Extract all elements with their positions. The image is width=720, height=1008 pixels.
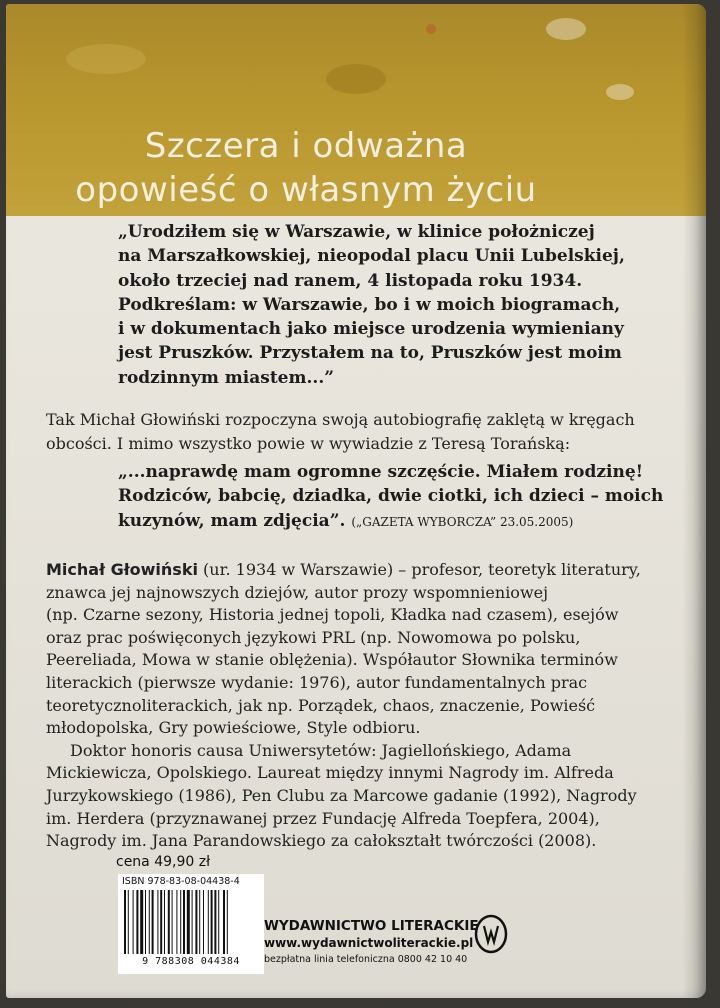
intro-line: obcości. I mimo wszystko powie w wywiadzie z Teresą Torańską: (46, 434, 571, 453)
bio-line: Mickiewicza, Opolskiego. Laureat między innymi Nagrody im. Alfreda (46, 763, 614, 783)
bio-line: Doktor honoris causa Uniwersytetów: Jagiellońskiego, Adama (70, 740, 572, 760)
publisher-url: www.wydawnictwoliterackie.pl (264, 936, 474, 950)
author-bio (46, 559, 666, 853)
cover-headline (6, 124, 606, 212)
bio-line: Jurzykowskiego (1986), Pen Clubu za Marcowe gadanie (1992), Nagrody (46, 785, 637, 805)
quote-line: Podkreślam: w Warszawie, bo i w moich biogramach, (118, 294, 621, 315)
cover-edge-shadow (682, 4, 706, 998)
isbn-label: ISBN 978-83-08-04438-4 (122, 876, 240, 887)
bio-line (46, 559, 666, 582)
quote-line: około trzeciej nad ranem, 4 listopada roku 1934. (118, 270, 583, 291)
quote-line: „Urodziłem się w Warszawie, w klinice położniczej (118, 222, 595, 242)
barcode-bars-icon (122, 890, 260, 954)
headline-line-1: Szczera i odważna (144, 126, 468, 166)
bio-line: teoretycznoliterackich, jak np. Porządek, chaos, znaczenie, Powieść (46, 695, 596, 715)
intro-paragraph (46, 408, 646, 456)
bio-line: Nagrody im. Jana Parandowskiego za całokształt twórczości (2008). (46, 831, 597, 851)
publisher-name: WYDAWNICTWO LITERACKIE (264, 918, 479, 934)
barcode-number: 9 788308 044384 (142, 956, 240, 967)
quote-line: Rodziców, babcię, dziadka, dwie ciotki, ich dzieci – moich (118, 486, 664, 507)
publisher-block (264, 918, 486, 965)
quote-line-text: kuzynów, mam zdjęcia”. (118, 510, 346, 531)
bio-line: Peereliada, Mowa w stanie oblężenia). Współautor Słownika terminów (46, 650, 618, 670)
price-label: cena 49,90 zł (116, 854, 211, 870)
book-back-cover (6, 4, 706, 998)
bio-line: znawca jej najnowszych dziejów, autor prozy wspomnieniowej (46, 582, 549, 602)
bio-line: młodopolska, Gry powieściowe, Style odbioru. (46, 718, 421, 738)
bio-line: (np. Czarne sezony, Historia jednej topoli, Kładka nad czasem), esejów (46, 605, 619, 625)
bio-line: literackich (pierwsze wydanie: 1976), autor fundamentalnych prac (46, 672, 588, 692)
publisher-phone: bezpłatna linia telefoniczna 0800 42 10 40 (264, 954, 468, 965)
bio-line: im. Herdera (przyznawanej przez Fundację Alfreda Toepfera, 2004), (46, 808, 600, 828)
quote-line: rodzinnym miastem...” (118, 367, 335, 388)
barcode (118, 874, 264, 974)
bio-line: oraz prac poświęconych językowi PRL (np. Nowomowa po polsku, (46, 627, 581, 647)
quote-source: („GAZETA WYBORCZA” 23.05.2005) (351, 514, 574, 529)
opening-quote (118, 220, 625, 390)
quote-line (118, 509, 638, 534)
author-name: Michał Głowiński (46, 560, 198, 579)
headline-line-2: opowieść o własnym życiu (75, 170, 537, 210)
interview-quote (118, 460, 664, 534)
quote-line: i w dokumentach jako miejsce urodzenia wymieniany (118, 319, 624, 340)
publisher-logo-icon (474, 914, 508, 954)
bio-line-text: (ur. 1934 w Warszawie) – profesor, teoretyk literatury, (197, 560, 641, 579)
intro-line: Tak Michał Głowiński rozpoczyna swoją autobiografię zaklętą w kręgach (46, 410, 635, 429)
quote-line: na Marszałkowskiej, nieopodal placu Unii Lubelskiej, (118, 246, 625, 267)
quote-line: „...naprawdę mam ogromne szczęście. Miałem rodzinę! (118, 462, 644, 482)
quote-line: jest Pruszków. Przystałem na to, Pruszków jest moim (118, 343, 622, 364)
